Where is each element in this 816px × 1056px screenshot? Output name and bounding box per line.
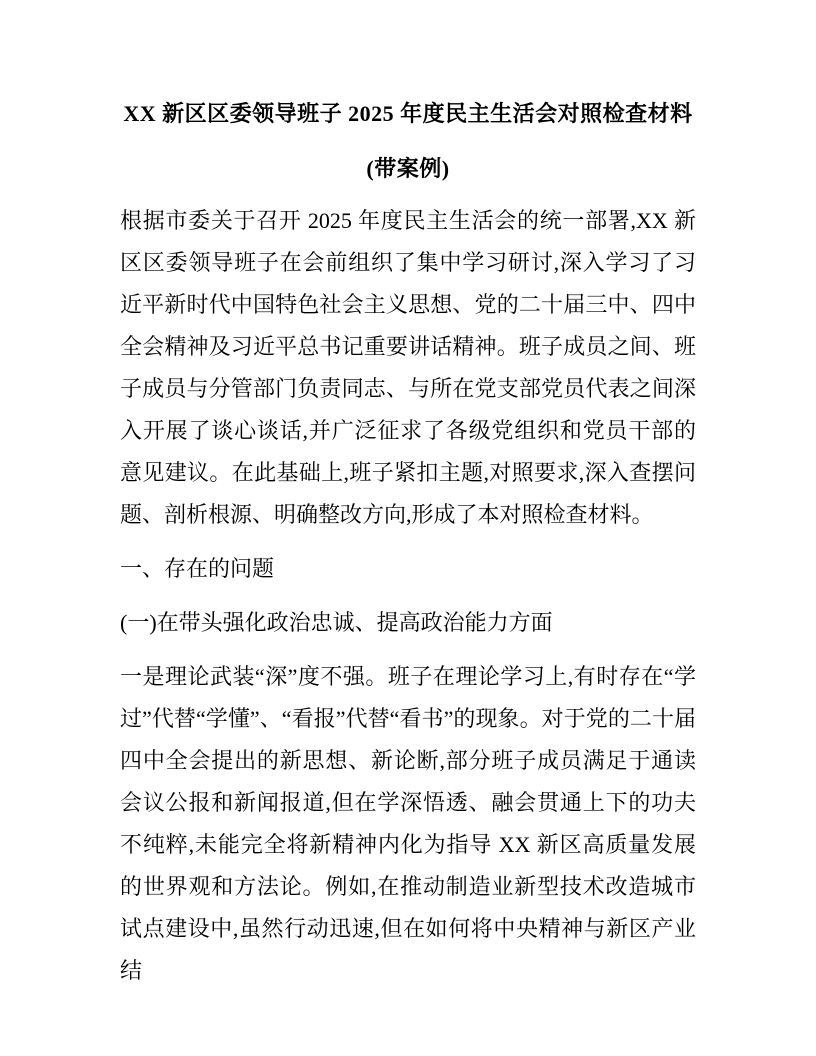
section-heading-problems: 一、存在的问题 [120,556,275,581]
intro-paragraph: 根据市委关于召开 2025 年度民主生活会的统一部署,XX 新区区委领导班子在会前组织了集中学习研讨,深入学习了习近平新时代中国特色社会主义思想、党的二十届三中、四中全会精神及习近平总书记重要讲话精神。班子成员之间、班子成员与分管部门负责同志、与所在党支部党员代表之间深入开展了谈心谈话,并广泛征求了各级党组织和党员干部的意见建议。在此基础上,班子紧扣主题,对照要求,深入查摆问题、剖析根源、明确整改方向,形成了本对照检查材料。 [120,208,696,527]
problem-paragraph-theory: 一是理论武装“深”度不强。班子在理论学习上,有时存在“学过”代替“学懂”、“看报”代替“看书”的现象。对于党的二十届四中全会提出的新思想、新论断,部分班子成员满足于通读会议公报和新闻报道,但在学深悟透、融会贯通上下的功夫不纯粹,未能完全将新精神内化为指导 XX 新区高质量发展的世界观和方法论。例如,在推动制造业新型技术改造城市试点建设中,虽然行动迅速,但在如何将中央精神与新区产业结 [120,664,696,983]
document-title: XX 新区区委领导班子 2025 年度民主生活会对照检查材料(带案例) [123,101,693,181]
subsection-heading-political-loyalty: (一)在带头强化政治忠诚、提高政治能力方面 [120,610,553,635]
